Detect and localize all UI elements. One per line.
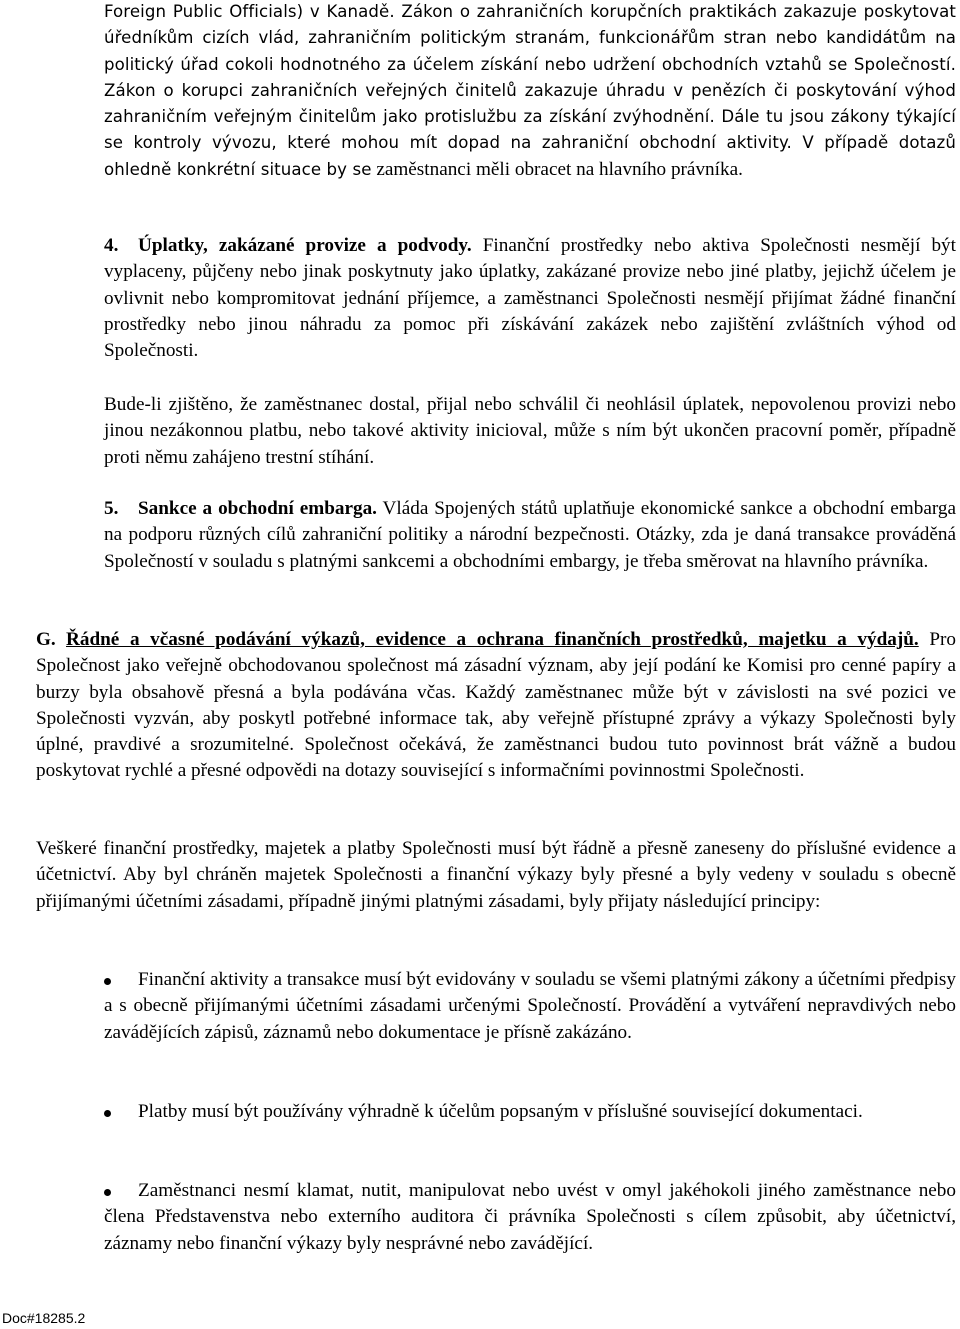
section-g-para2-text: Veškeré finanční prostředky, majetek a platby Společnosti musí být řádně a přesně zaneseny do příslušné evidence a účetnictví. Aby byl chráněn majetek Společnosti a finanční výkazy byly přesné a byly vedeny v souladu s obecně přijímanými účetními zásadami, případně jinými platnými zásadami, byly přijaty následující principy: <box>36 838 956 912</box>
section-g-letter: G. <box>36 629 56 650</box>
section-5-paragraph <box>104 496 956 575</box>
section-g-text: Pro Společnost jako veřejně obchodovanou společnost má zásadní význam, aby její podání ke Komisi pro cenné papíry a burzy byla obsahově přesná a byla podávána včas. Každý zaměstnanec může být v závislosti na své pozici ve Společnosti vyzván, aby poskytl potřebné informace tak, aby veřejně přístupné zprávy a výkazy Společnosti byly úplné, pravdivé a srozumitelné. Společnost očekává, že zaměstnanci budou tuto povinnost brát vážně a budou poskytovat rychlé a přesné odpovědi na dotazy související s informačními povinnostmi Společnosti. <box>36 629 956 782</box>
section-5-heading: Sankce a obchodní embarga. <box>138 498 377 519</box>
bullet-item-2 <box>104 1099 956 1125</box>
section-g-heading: Řádné a včasné podávání výkazů, evidence a ochrana finančních prostředků, majetku a výdajů. <box>66 629 919 650</box>
section-4-text: Finanční prostředky nebo aktiva Společnosti nesmějí být vyplaceny, půjčeny nebo jinak poskytnuty jako úplatky, zakázané provize nebo jiné platby, jejichž účelem je ovlivnit nebo kompromitovat jednání příjemce, a zaměstnanci Společnosti nesmějí přijímat žádné finanční prostředky nebo jinou náhradu za pomoc při získávání zakázek nebo zajištění zvláštních výhod od Společnosti. <box>104 235 956 362</box>
section-4-para2-text: Bude-li zjištěno, že zaměstnanec dostal, přijal nebo schválil či neohlásil úplatek, nepovolenou provizi nebo jinou nezákonnou platbu, nebo takové aktivity inicioval, může s ním být ukončen pracovní poměr, případně proti němu zahájeno trestní stíhání. <box>104 394 956 468</box>
section-5-text: Vláda Spojených států uplatňuje ekonomické sankce a obchodní embarga na podporu různých cílů zahraniční politiky a národní bezpečnosti. Otázky, zda je daná transakce prováděná Společností v souladu s platnými sankcemi a obchodními embargy, je třeba směrovat na hlavního právníka. <box>104 498 956 572</box>
intro-paragraph <box>104 0 956 183</box>
bullet-icon <box>104 1110 111 1117</box>
section-g-paragraph-2 <box>36 836 956 915</box>
bullet-2-text: Platby musí být používány výhradně k účelům popsaným v příslušné související dokumentaci. <box>138 1101 863 1122</box>
bullet-1-text: Finanční aktivity a transakce musí být evidovány v souladu se všemi platnými zákony a účetními předpisy a s obecně přijímanými účetními zásadami určenými Společností. Provádění a vytváření nepravdivých nebo zavádějících zápisů, záznamů nebo dokumentace je přísně zakázáno. <box>104 969 956 1043</box>
bullet-item-1 <box>104 967 956 1046</box>
intro-serif-text: zaměstnanci měli obracet na hlavního právníka. <box>376 158 743 180</box>
section-4-number: 4. <box>104 235 119 256</box>
bullet-3-text: Zaměstnanci nesmí klamat, nutit, manipulovat nebo uvést v omyl jakéhokoli jiného zaměstnance nebo člena Představenstva nebo externího auditora či právníka Společnosti s cílem způsobit, aby účetnictví, záznamy nebo finanční výkazy byly nesprávné nebo zavádějící. <box>104 1180 956 1254</box>
intro-sans-text: Foreign Public Officials) v Kanadě. Zákon o zahraničních korupčních praktikách zakazuje poskytovat úředníkům cizích vlád, zahraničním politickým stranám, funkcionářům stran nebo kandidátům na politický úřad cokoli hodnotného za účelem získání nebo udržení obchodních vztahů se Společností. Zákon o korupci zahraničních veřejných činitelů zakazuje úhradu v penězích či poskytování výhod zahraničním veřejným činitelům jako protislužbu za získání zvýhodnění. Dále tu jsou zákony týkající se kontroly vývozu, které mohou mít dopad na zahraniční obchodní aktivity. V případě dotazů ohledně konkrétní situace by se <box>104 2 956 179</box>
document-id-footer: Doc#18285.2 <box>2 1310 86 1326</box>
bullet-item-3 <box>104 1178 956 1257</box>
section-4-paragraph <box>104 233 956 364</box>
section-g-paragraph <box>36 627 956 785</box>
section-4-heading: Úplatky, zakázané provize a podvody. <box>138 235 472 256</box>
bullet-icon <box>104 978 111 985</box>
section-4-paragraph-2 <box>104 392 956 471</box>
bullet-icon <box>104 1189 111 1196</box>
section-5-number: 5. <box>104 498 119 519</box>
